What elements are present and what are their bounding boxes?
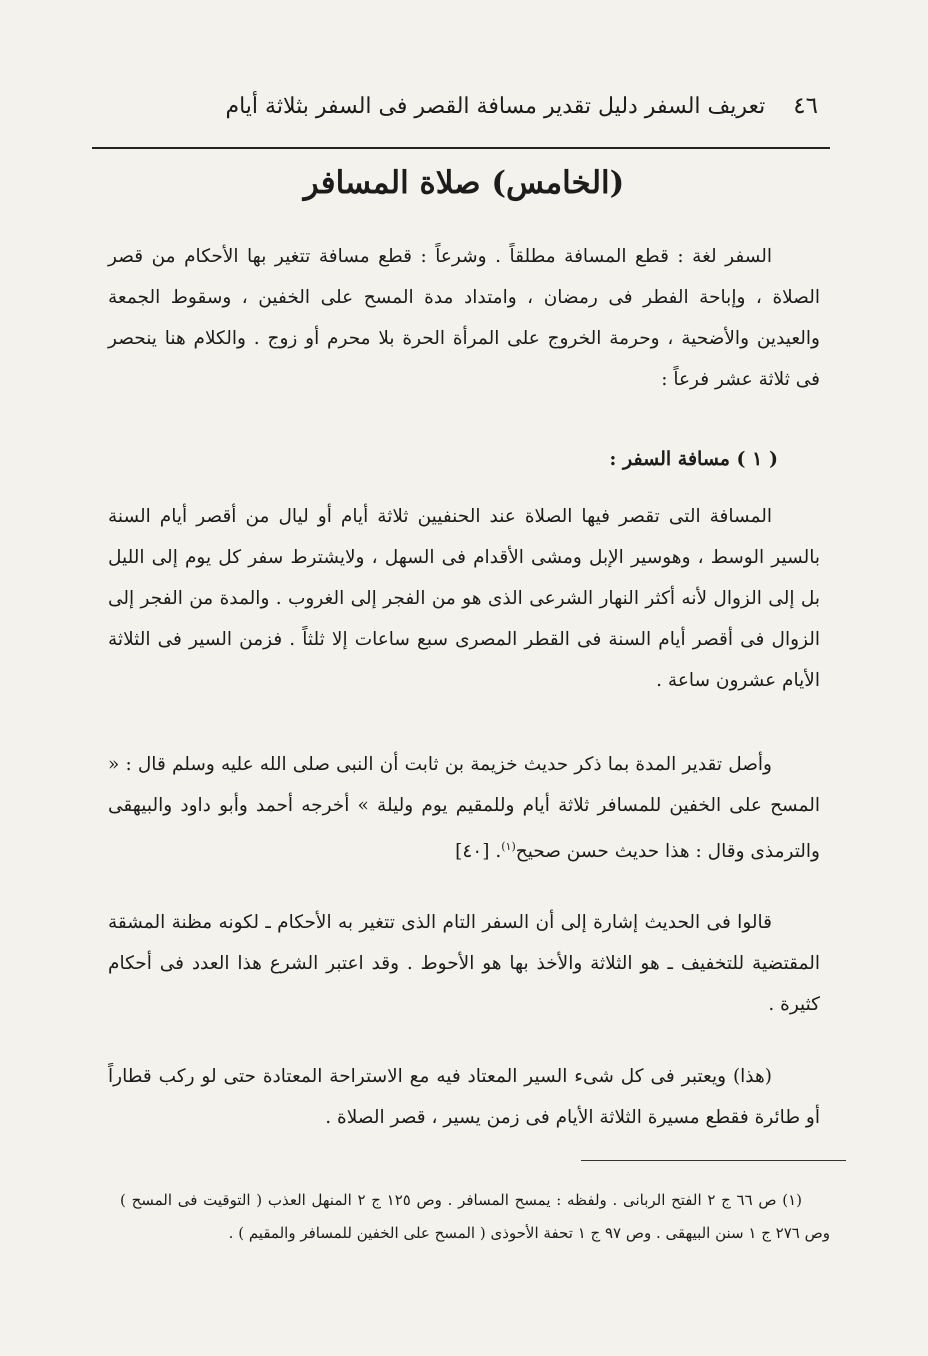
distance-paragraph: [108, 496, 820, 701]
note-paragraph: [108, 1056, 820, 1138]
footnote: [120, 1184, 830, 1250]
footnote-text: (١) ص ٦٦ ج ٢ الفتح الربانى . ولفظه : يمسح المسافر . وص ١٢٥ ج ٢ المنهل العذب ( التوقيت فى المسح ) وص ٢٧٦ ج ١ سنن البيهقى . وص ٩٧ ج ١ تحفة الأحوذى ( المسح على الخفين للمسافر والمقيم ) .: [120, 1191, 830, 1242]
page-number: ٤٦: [793, 93, 818, 119]
branch-heading: ( ١ ) مسافة السفر :: [609, 448, 778, 470]
footnote-reference: (١): [501, 840, 516, 853]
running-title: تعريف السفر دليل تقدير مسافة القصر فى السفر بثلاثة أيام: [225, 93, 766, 119]
hadith-text: وأصل تقدير المدة بما ذكر حديث خزيمة بن ثابت أن النبى صلى الله عليه وسلم قال : « المسح على الخفين للمسافر ثلاثة أيام وللمقيم يوم وليلة » أخرجه أحمد وأبو داود والبيهقى والترمذى وقال : هذا حديث حسن صحيح: [108, 754, 820, 863]
scholars-paragraph: [108, 902, 820, 1025]
footnote-divider: [581, 1160, 846, 1161]
intro-paragraph: [108, 236, 820, 400]
scholars-text: قالوا فى الحديث إشارة إلى أن السفر التام الذى تتغير به الأحكام ـ لكونه مظنة المشقة المقتضية للتخفيف ـ هو الثلاثة والأخذ بها هو الأحوط . وقد اعتبر الشرع هذا العدد فى أحكام كثيرة .: [108, 912, 820, 1015]
header-divider: [92, 147, 830, 149]
distance-text: المسافة التى تقصر فيها الصلاة عند الحنفيين ثلاثة أيام أو ليال من أقصر أيام السنة بالسير الوسط ، وهوسير الإبل ومشى الأقدام فى السهل ، ولايشترط سفر كل يوم إلى الليل بل إلى الزوال لأنه أكثر النهار الشرعى الذى هو من الفجر إلى الغروب . والمدة من الفجر إلى الزوال فى أقصر أيام السنة فى القطر المصرى سبع ساعات إلا ثلثاً . فزمن السير فى الثلاثة الأيام عشرون ساعة .: [108, 506, 820, 691]
running-header: [175, 86, 818, 126]
hadith-tail: . [٤٠]: [455, 841, 502, 863]
section-title: (الخامس) صلاة المسافر: [303, 165, 625, 201]
intro-text: السفر لغة : قطع المسافة مطلقاً . وشرعاً : قطع مسافة تتغير بها الأحكام من قصر الصلاة ، وإباحة الفطر فى رمضان ، وامتداد مدة المسح على الخفين ، وسقوط الجمعة والعيدين والأضحية ، وحرمة الخروج على المرأة الحرة بلا محرم أو زوج . والكلام هنا ينحصر فى ثلاثة عشر فرعاً :: [108, 246, 820, 390]
hadith-paragraph: [108, 744, 820, 872]
note-text: (هذا) ويعتبر فى كل شىء السير المعتاد فيه مع الاستراحة المعتادة حتى لو ركب قطاراً أو طائرة فقطع مسيرة الثلاثة الأيام فى زمن يسير ، قصر الصلاة .: [108, 1066, 820, 1128]
